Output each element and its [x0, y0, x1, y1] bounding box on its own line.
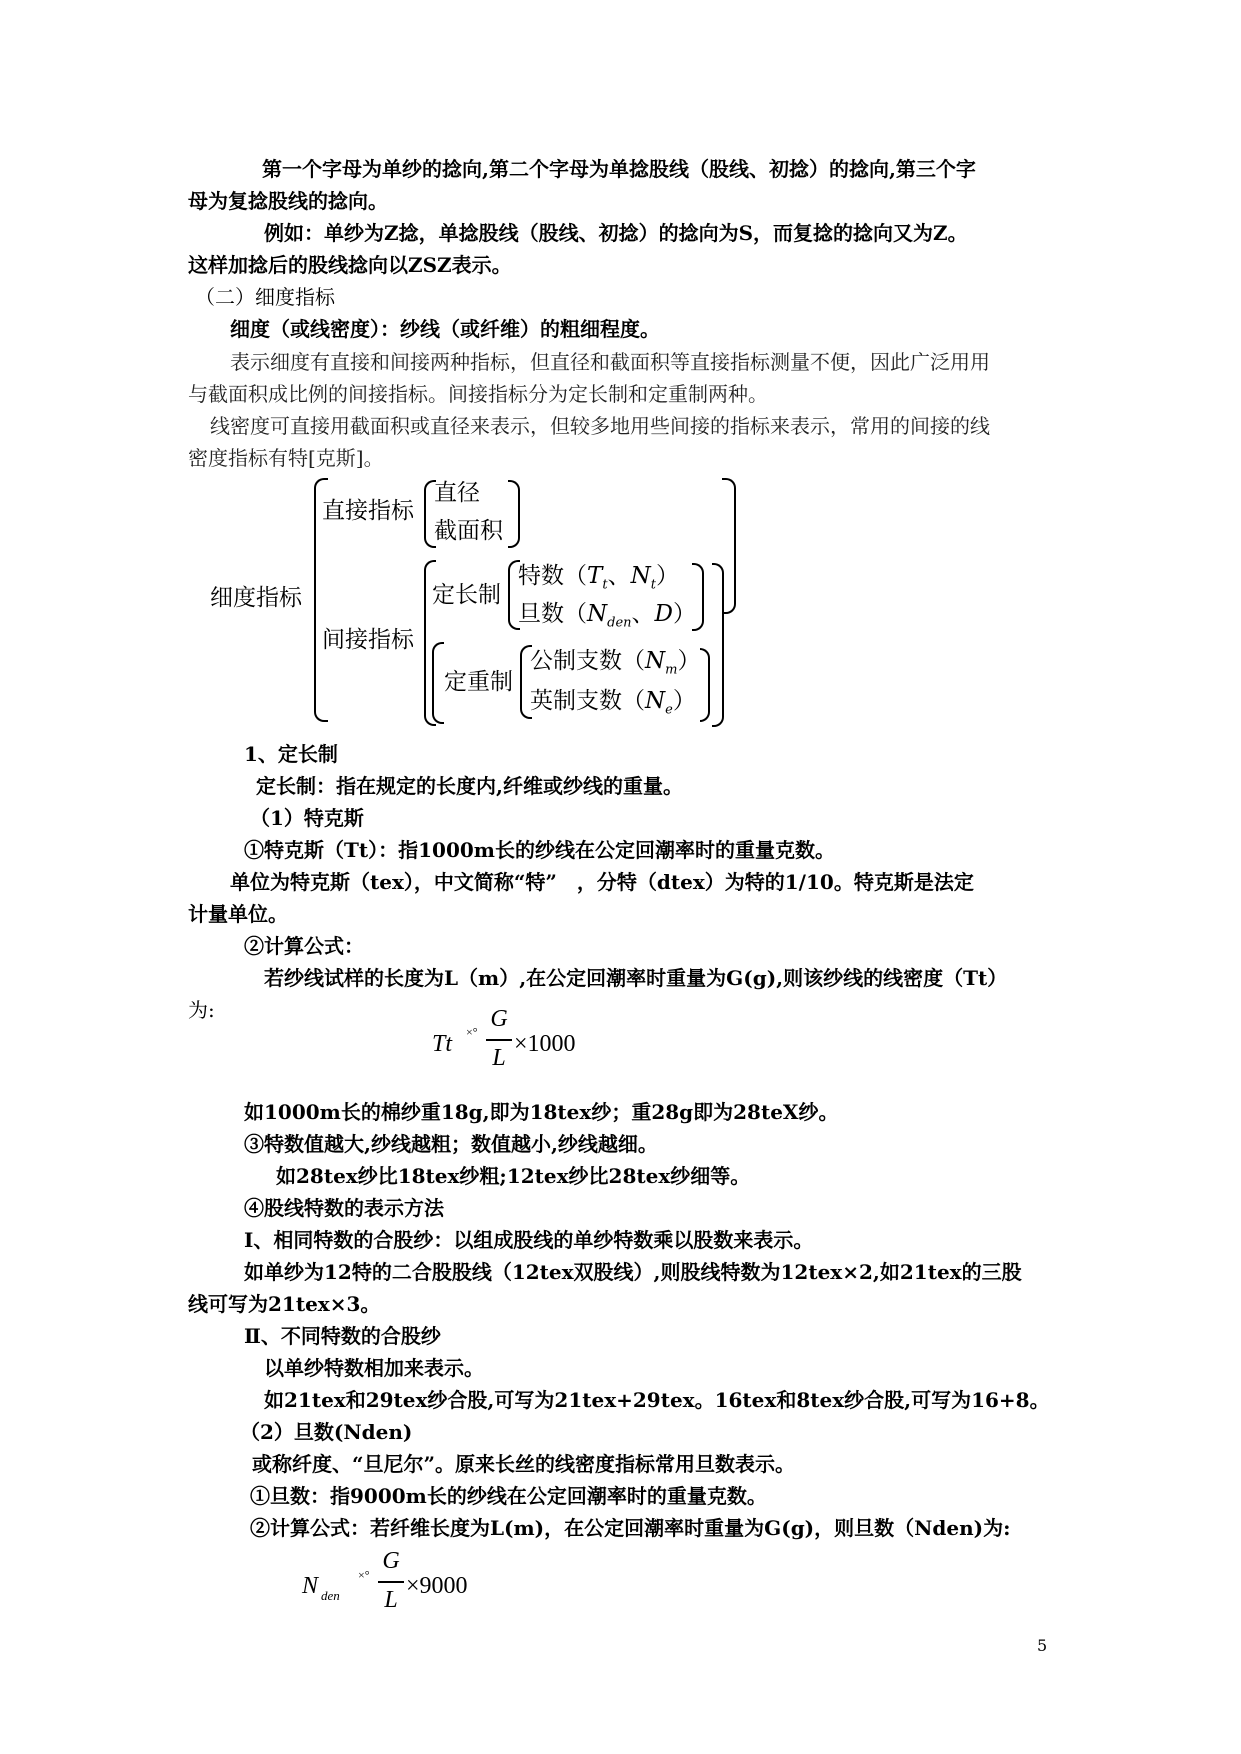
- para-diff-count: Ⅱ、不同特数的合股纱: [244, 1324, 441, 1348]
- para-tex-unit-a: 单位为特克斯（tex），中文简称“特” ，分特（dtex）为特的1/10。特克斯是法定: [230, 870, 974, 894]
- tree-item-metric-label: 公制支数（: [530, 648, 645, 674]
- tree-fixed-length-label: 定长制: [432, 582, 501, 608]
- tree-item-denier-close: ）: [672, 601, 696, 627]
- formula-tex-numerator: G: [490, 1006, 508, 1032]
- para-example-cotton: 如1000m长的棉纱重18g,即为18tex纱；重28g即为28teX纱。: [244, 1100, 839, 1124]
- para-tex-unit-b: 计量单位。: [188, 902, 288, 926]
- tree-fixed-length-brace-right: [692, 563, 704, 631]
- tree-item-tex-sub: t: [602, 577, 608, 593]
- formula-tex-tail: ×1000: [514, 1031, 576, 1057]
- para-twist-1b: 母为复捻股线的捻向。: [188, 189, 388, 213]
- para-tex-def: ①特克斯（Tt）：指1000m长的纱线在公定回潮率时的重量克数。: [244, 838, 835, 862]
- page-number: 5: [1037, 1636, 1048, 1655]
- para-diff-count-example: 如21tex和29tex纱合股,可写为21tex+29tex。16tex和8tex纱合股,可写为16+8。: [264, 1388, 1050, 1412]
- formula-tex-fraction-bar: [486, 1039, 512, 1041]
- formula-denier-sub: den: [321, 1588, 340, 1603]
- tree-indirect-brace-right: [712, 563, 724, 727]
- para-density-b: 密度指标有特[克斯]。: [188, 446, 384, 470]
- tree-indirect-label: 间接指标: [322, 627, 414, 653]
- tree-item-denier: [518, 601, 696, 637]
- section-tex: （1）特克斯: [250, 806, 364, 830]
- tree-item-english-sym: N: [645, 688, 666, 714]
- para-tex-formula-desc-b: 为:: [188, 998, 215, 1022]
- tree-fixed-weight-label: 定重制: [444, 669, 513, 695]
- para-diff-count-rule: 以单纱特数相加来表示。: [264, 1356, 484, 1380]
- tree-direct-label: 直接指标: [322, 498, 414, 524]
- formula-denier-lhs: N: [302, 1573, 319, 1599]
- tree-item-tex-sym2: N: [630, 563, 651, 589]
- tree-item-english-sub: e: [665, 702, 673, 718]
- formula-tex-eq: ×°: [466, 1025, 478, 1039]
- para-same-count-example-b: 线可写为21tex×3。: [188, 1292, 381, 1316]
- tree-item-metric-close: ）: [677, 648, 701, 674]
- formula-denier-fraction-bar: [378, 1581, 404, 1583]
- tree-fixed-weight-brace-right: [700, 648, 710, 722]
- tree-fixed-weight-outer-brace: [432, 642, 444, 724]
- para-example-b: 这样加捻后的股线捻向以ZSZ表示。: [188, 253, 512, 277]
- para-indicators-b: 与截面积成比例的间接指标。间接指标分为定长制和定重制两种。: [188, 382, 768, 406]
- para-example-compare: 如28tex纱比18tex纱粗;12tex纱比28tex纱细等。: [276, 1164, 751, 1188]
- para-tex-formula-label: ②计算公式：: [244, 934, 364, 958]
- formula-denier-tail: ×9000: [406, 1573, 468, 1599]
- para-fineness-def: 细度（或线密度）：纱线（或纤维）的粗细程度。: [230, 317, 660, 341]
- tree-item-tex-sym: T: [587, 563, 603, 589]
- tree-direct-item-diameter: 直径: [434, 480, 480, 506]
- formula-denier-eq: ×°: [358, 1568, 370, 1582]
- tree-item-tex: [518, 563, 679, 599]
- tree-item-tex-sep: 、: [607, 563, 631, 589]
- formula-denier-numerator: G: [382, 1548, 400, 1574]
- tree-item-denier-sub: den: [607, 615, 632, 631]
- para-denier-intro: 或称纤度、“旦尼尔”。原来长丝的线密度指标常用旦数表示。: [252, 1452, 796, 1476]
- tree-item-tex-label: 特数（: [518, 563, 587, 589]
- tree-direct-item-area: 截面积: [434, 518, 503, 544]
- tree-item-tex-sub2: t: [650, 577, 656, 593]
- para-tex-relation: ③特数值越大,纱线越粗；数值越小,纱线越细。: [244, 1132, 658, 1156]
- para-tex-formula-desc-a: 若纱线试样的长度为L（m）,在公定回潮率时重量为G(g),则该纱线的线密度（Tt）: [264, 966, 1008, 990]
- section-fixed-length: 1、定长制: [244, 742, 338, 766]
- tree-item-english-label: 英制支数（: [530, 688, 645, 714]
- para-fixed-length-def: 定长制：指在规定的长度内,纤维或纱线的重量。: [256, 774, 683, 798]
- tree-outer-brace-right: [722, 478, 736, 614]
- para-same-count: Ⅰ、相同特数的合股纱：以组成股线的单纱特数乘以股数来表示。: [244, 1228, 814, 1252]
- tree-item-english-count: [530, 688, 696, 724]
- para-density-a: 线密度可直接用截面积或直径来表示，但较多地用些间接的指标来表示，常用的间接的线: [210, 414, 990, 438]
- para-denier-def: ①旦数：指9000m长的纱线在公定回潮率时的重量克数。: [250, 1484, 767, 1508]
- para-example-a: 例如：单纱为Z捻，单捻股线（股线、初捻）的捻向为S，而复捻的捻向又为Z。: [264, 221, 968, 245]
- formula-tex-lhs: Tt: [432, 1031, 453, 1057]
- para-ply-method: ④股线特数的表示方法: [244, 1196, 444, 1220]
- tree-item-metric-count: [530, 648, 700, 684]
- tree-direct-brace-right: [508, 480, 520, 548]
- para-denier-formula-desc: ②计算公式：若纤维长度为L(m)，在公定回潮率时重量为G(g)，则旦数（Nden)为:: [250, 1516, 1011, 1540]
- para-same-count-example-a: 如单纱为12特的二合股股线（12tex双股线）,则股线特数为12tex×2,如21tex的三股: [244, 1260, 1022, 1284]
- tree-item-denier-sym: N: [587, 601, 608, 627]
- tree-item-english-close: ）: [672, 688, 696, 714]
- tree-root-label: 细度指标: [210, 585, 302, 611]
- heading-fineness: （二）细度指标: [195, 285, 335, 309]
- tree-item-denier-sep: 、: [631, 601, 655, 627]
- tree-item-metric-sub: m: [665, 662, 678, 678]
- tree-item-denier-label: 旦数（: [518, 601, 587, 627]
- tree-item-tex-close: ）: [655, 563, 679, 589]
- para-indicators-a: 表示细度有直接和间接两种指标，但直径和截面积等直接指标测量不便，因此广泛用用: [230, 350, 990, 374]
- para-twist-1a: 第一个字母为单纱的捻向,第二个字母为单捻股线（股线、初捻）的捻向,第三个字: [262, 157, 976, 181]
- formula-denier-denominator: L: [384, 1587, 398, 1613]
- tree-item-metric-sym: N: [645, 648, 666, 674]
- section-denier: （2）旦数(Nden): [240, 1420, 413, 1444]
- formula-tex-denominator: L: [492, 1045, 506, 1071]
- tree-item-denier-sym2: D: [654, 601, 673, 627]
